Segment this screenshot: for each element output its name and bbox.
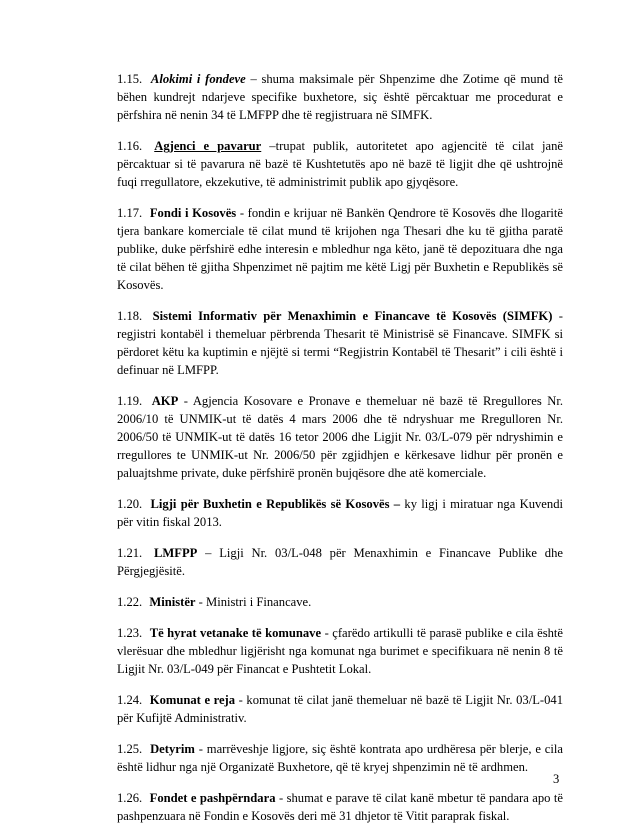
defined-term: Ministër — [149, 595, 196, 609]
definition-1-15 — [117, 70, 563, 124]
defined-term: Alokimi i fondeve — [150, 72, 246, 86]
clause-number: 1.22. — [117, 595, 143, 609]
definition-text: –trupat publik, autoritetet apo agjencitë të cilat janë përcaktuar si të pavarura në bazë të Kushtetutës apo në bazë të ligjit dhe që ushtrojnë fuqi rregullatore, ekzekutive, të administrimit publik apo gjyqësore. — [117, 139, 563, 189]
defined-term: Sistemi Informativ për Menaxhimin e Financave të Kosovës (SIMFK) — [152, 309, 553, 323]
defined-term: Të hyrat vetanake të komunave — [149, 626, 322, 640]
definition-text: - çfarëdo artikulli të parasë publike e cila është vlerësuar dhe mbledhur ligjërisht nga komunat nga burimet e specifikuara në nenin 8 të Ligjit Nr. 03/L-049 për Financat e Pushtetit Lokal. — [117, 626, 563, 676]
clause-number: 1.23. — [117, 626, 143, 640]
clause-number: 1.24. — [117, 693, 143, 707]
definition-1-20 — [117, 495, 563, 531]
defined-term: Komunat e reja — [149, 693, 236, 707]
definition-1-21 — [117, 544, 563, 580]
defined-term: Fondi i Kosovës — [149, 206, 237, 220]
definition-text: - shumat e parave të cilat kanë mbetur të pandara apo të pashpenzuara në Fondin e Kosovës deri më 31 dhjetor të Vitit paraprak fiskal. — [117, 791, 564, 823]
definition-1-22 — [117, 593, 563, 611]
definition-text: - komunat të cilat janë themeluar në bazë të Ligjit Nr. 03/L-041 për Kufijtë Administrativ. — [117, 693, 564, 725]
defined-term: Fondet e pashpërndara — [149, 791, 276, 805]
document-page — [117, 70, 563, 838]
definition-text: ky ligj i miratuar nga Kuvendi për vitin fiskal 2013. — [117, 497, 563, 529]
definition-text: – shuma maksimale për Shpenzime dhe Zotime që mund të bëhen kundrejt ndarjeve specifike buxhetore, siç është përcaktuar me procedurat e përfshira në nenin 34 të LMFPP dhe të regjistruara në SIMFK. — [117, 72, 563, 122]
definition-1-16 — [117, 137, 563, 191]
defined-term: Detyrim — [150, 742, 195, 756]
definition-1-26 — [117, 789, 563, 825]
defined-term: AKP — [151, 394, 179, 408]
definition-1-25 — [117, 740, 563, 776]
definition-1-24 — [117, 691, 563, 727]
clause-number: 1.19. — [117, 394, 143, 408]
clause-number: 1.21. — [117, 546, 143, 560]
definition-text: – Ligji Nr. 03/L-048 për Menaxhimin e Financave Publike dhe Përgjegjësitë. — [117, 546, 563, 578]
definition-text: - marrëveshje ligjore, siç është kontrata apo urdhëresa për blerje, e cila është lidhur nga një Organizatë Buxhetore, që të kryej shpenzimin në të ardhmen. — [117, 742, 563, 774]
definition-1-18 — [117, 307, 563, 379]
clause-number: 1.25. — [117, 742, 143, 756]
clause-number: 1.26. — [117, 791, 143, 805]
clause-number: 1.15. — [117, 72, 143, 86]
clause-number: 1.18. — [117, 309, 143, 323]
definition-text: - fondin e krijuar në Bankën Qendrore të Kosovës dhe llogaritë tjera bankare komerciale të cilat mund të krijohen nga Thesari dhe ku të gjitha paratë publike, duke përfshirë edhe interesin e mbledhur nga këto, janë të depozituara dhe nga të cilat bëhen të gjitha Shpenzimet në pajtim me këtë Ligj për Buxhetin e Republikës së Kosovës. — [117, 206, 563, 292]
defined-term: Agjenci e pavarur — [154, 139, 262, 153]
clause-number: 1.20. — [117, 497, 143, 511]
definition-text: - Ministri i Financave. — [195, 595, 312, 609]
definition-1-23 — [117, 624, 563, 678]
defined-term: LMFPP — [153, 546, 198, 560]
definition-1-17 — [117, 204, 563, 294]
clause-number: 1.16. — [117, 139, 143, 153]
page-number: 3 — [553, 772, 560, 786]
clause-number: 1.17. — [117, 206, 143, 220]
definition-text: - Agjencia Kosovare e Pronave e themeluar në bazë të Rregullores Nr. 2006/10 të UNMIK-ut të datës 4 mars 2006 dhe të ndryshuar me Rregulloren Nr. 2006/50 të UNMIK-ut të datës 16 tetor 2006 dhe Ligjit Nr. 03/L-079 për ndryshimin e rregullores te UNMIK-ut Nr. 2006/50 për zgjidhjen e kërkesave lidhur për pronën e paluajtshme private, duke përfshirë pronën bujqësore dhe atë komerciale. — [117, 394, 563, 480]
definition-1-19 — [117, 392, 563, 482]
definition-text: -regjistri kontabël i themeluar përbrenda Thesarit të Ministrisë së Financave. SIMFK si përdoret këtu ka kuptimin e njëjtë si termi “Regjistrin Kontabël të Thesarit” i cili është i definuar në LMFPP. — [117, 309, 563, 377]
defined-term: Ligji për Buxhetin e Republikës së Kosovës – — [150, 497, 401, 511]
